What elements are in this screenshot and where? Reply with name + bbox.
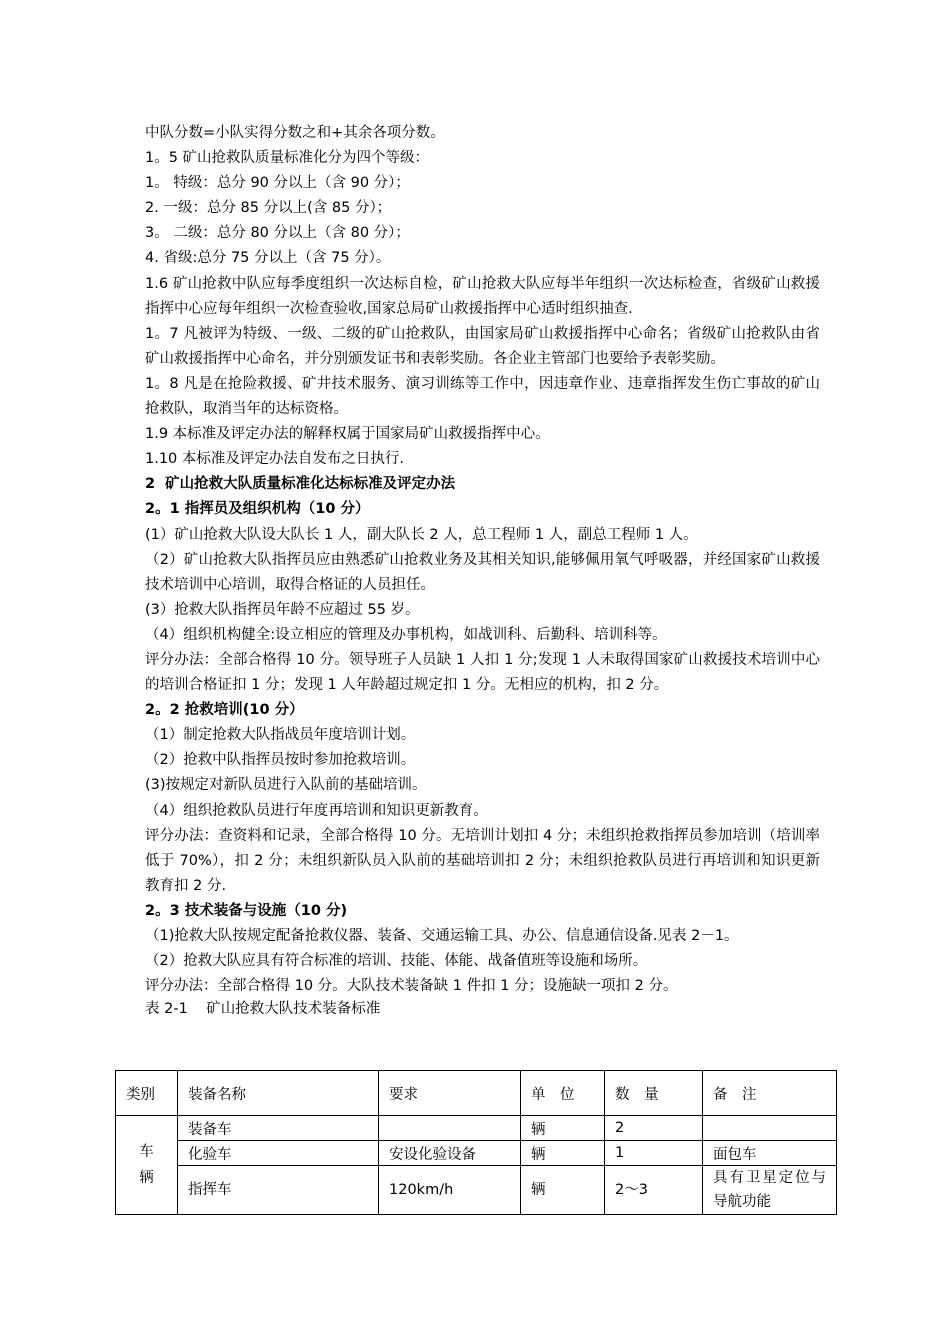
- table-header-row: [116, 1071, 837, 1116]
- table-row: [116, 1141, 837, 1166]
- header-unit: 单 位: [521, 1071, 605, 1116]
- category-cell: [116, 1116, 178, 1215]
- unit-cell: 辆: [521, 1141, 605, 1166]
- note-cell: [703, 1116, 837, 1141]
- subsection-heading: 2。1 指挥员及组织机构（10 分）: [145, 501, 370, 518]
- section-heading: 2 矿山抢救大队质量标准化达标标准及评定办法: [145, 476, 456, 493]
- equipment-name-cell: 化验车: [178, 1141, 379, 1166]
- requirement-cell: [379, 1116, 521, 1141]
- table-caption: 表 2-1 矿山抢救大队技术装备标准: [145, 1001, 381, 1018]
- quantity-cell: 2: [605, 1116, 703, 1141]
- category-label: 车 辆: [139, 1144, 154, 1186]
- requirement-cell: 120km/h: [379, 1166, 521, 1215]
- paragraph: （4）组织机构健全:设立相应的管理及办事机构，如战训科、后勤科、培训科等。: [145, 626, 667, 643]
- paragraph: （4）组织抢救队员进行年度再培训和知识更新教育。: [145, 802, 488, 819]
- scoring-method: 评分办法：全部合格得 10 分。领导班子人员缺 1 人扣 1 分;发现 1 人未取得国家矿山救援技术培训中心的培训合格证扣 1 分；发现 1 人年龄超过规定扣 1 分。无相应的机构，扣 2 分。: [145, 651, 820, 694]
- quantity-cell: 2～3: [605, 1166, 703, 1215]
- list-item: 2. 一级：总分 85 分以上(含 85 分）；: [145, 200, 392, 217]
- paragraph: 1.9 本标准及评定办法的解释权属于国家局矿山救援指挥中心。: [145, 426, 550, 443]
- paragraph: 中队分数=小队实得分数之和+其余各项分数。: [145, 125, 445, 141]
- paragraph: (3）抢救大队指挥员年龄不应超过 55 岁。: [145, 601, 420, 618]
- equipment-name-cell: 指挥车: [178, 1166, 379, 1215]
- note-cell: 具有卫星定位与导航功能: [703, 1166, 837, 1215]
- header-requirement: 要求: [379, 1071, 521, 1116]
- paragraph: (1）矿山抢救大队设大队长 1 人，副大队长 2 人，总工程师 1 人，副总工程师 1 人。: [145, 526, 698, 543]
- subsection-heading: 2。3 技术装备与设施（10 分): [145, 902, 348, 919]
- paragraph: 1。8 凡是在抢险救援、矿井技术服务、演习训练等工作中，因违章作业、违章指挥发生伤亡事故的矿山抢救队，取消当年的达标资格。: [145, 375, 820, 418]
- equipment-name-cell: 装备车: [178, 1116, 379, 1141]
- paragraph: （2）抢救大队应具有符合标准的培训、技能、体能、战备值班等设施和场所。: [145, 953, 648, 970]
- header-equipment-name: 装备名称: [178, 1071, 379, 1116]
- paragraph: （2）矿山抢救大队指挥员应由熟悉矿山抢救业务及其相关知识,能够佩用氧气呼吸器，并经国家矿山救援技术培训中心培训，取得合格证的人员担任。: [145, 551, 820, 593]
- equipment-table: [115, 1070, 837, 1215]
- paragraph: 1。5 矿山抢救队质量标准化分为四个等级：: [145, 150, 430, 167]
- paragraph: （2）抢救中队指挥员按时参加抢救培训。: [145, 752, 416, 769]
- paragraph: （1）制定抢救大队指战员年度培训计划。: [145, 727, 416, 744]
- unit-cell: 辆: [521, 1166, 605, 1215]
- quantity-cell: 1: [605, 1141, 703, 1166]
- note-cell: 面包车: [703, 1141, 837, 1166]
- header-quantity: 数 量: [605, 1071, 703, 1116]
- header-category: 类别: [116, 1071, 178, 1116]
- requirement-cell: 安设化验设备: [379, 1141, 521, 1166]
- paragraph: 1.6 矿山抢救中队应每季度组织一次达标自检，矿山抢救大队应每半年组织一次达标检查，省级矿山救援指挥中心应每年组织一次检查验收,国家总局矿山救援指挥中心适时组织抽查.: [145, 275, 820, 317]
- scoring-method: 评分办法：全部合格得 10 分。大队技术装备缺 1 件扣 1 分；设施缺一项扣 2 分。: [145, 978, 678, 995]
- table-row: [116, 1116, 837, 1141]
- paragraph: （1)抢救大队按规定配备抢救仪器、装备、交通运输工具、办公、信息通信设备.见表 2－1。: [145, 928, 739, 944]
- unit-cell: 辆: [521, 1116, 605, 1141]
- paragraph: 1。7 凡被评为特级、一级、二级的矿山抢救队，由国家局矿山救援指挥中心命名；省级矿山抢救队由省矿山救援指挥中心命名，并分别颁发证书和表彰奖励。各企业主管部门也要给予表彰奖励。: [145, 325, 820, 367]
- list-item: 1。 特级：总分 90 分以上（含 90 分）；: [145, 175, 410, 192]
- paragraph: (3)按规定对新队员进行入队前的基础培训。: [145, 777, 427, 794]
- list-item: 3。 二级：总分 80 分以上（含 80 分）；: [145, 225, 410, 242]
- header-note: 备 注: [703, 1071, 837, 1116]
- list-item: 4. 省级:总分 75 分以上（含 75 分）。: [145, 250, 391, 267]
- scoring-method: 评分办法：查资料和记录，全部合格得 10 分。无培训计划扣 4 分；未组织抢救指挥员参加培训（培训率低于 70%），扣 2 分；未组织新队员入队前的基础培训扣 2 分；未组织抢救队员进行再培训和知识更新教育扣 2 分.: [145, 827, 820, 894]
- table-row: [116, 1166, 837, 1215]
- subsection-heading: 2。2 抢救培训(10 分）: [145, 702, 304, 719]
- paragraph: 1.10 本标准及评定办法自发布之日执行.: [145, 451, 405, 468]
- document-body: [145, 121, 820, 1019]
